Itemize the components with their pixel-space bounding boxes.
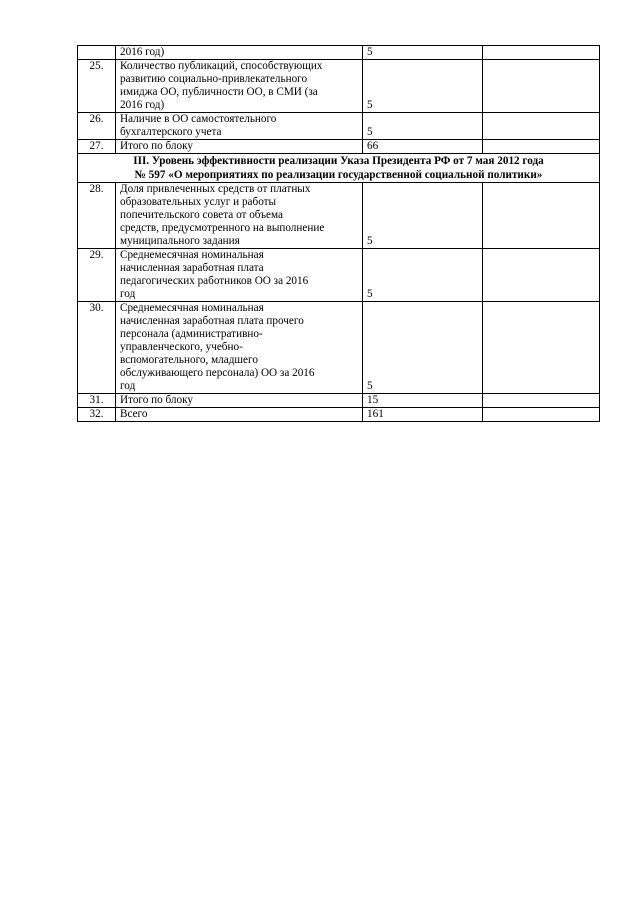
table-row [78, 394, 600, 408]
criterion-name: Среднемесячная номинальная начисленная заработная плата прочего персонала (административно- управленческого, учебно- вспомогательного, младшего обслуживающего персонала) ОО за 2016 год [116, 302, 363, 394]
empty-cell [483, 113, 600, 140]
criterion-points: 15 [363, 394, 483, 408]
table-row [78, 113, 600, 140]
row-number: 26. [78, 113, 116, 140]
section-header: III. Уровень эффективности реализации Указа Президента РФ от 7 мая 2012 года № 597 «О мероприятиях по реализации государственной социальной политики» [78, 154, 600, 183]
row-number: 25. [78, 60, 116, 113]
criterion-name: Итого по блоку [116, 140, 363, 154]
criterion-points: 5 [363, 60, 483, 113]
table-row [78, 408, 600, 422]
row-number: 32. [78, 408, 116, 422]
table-row [78, 46, 600, 60]
empty-cell [483, 60, 600, 113]
empty-cell [483, 394, 600, 408]
table-row [78, 60, 600, 113]
row-number: 28. [78, 183, 116, 249]
criterion-name: Количество публикаций, способствующих развитию социально-привлекательного имиджа ОО, публичности ОО, в СМИ (за 2016 год) [116, 60, 363, 113]
criterion-points: 5 [363, 302, 483, 394]
empty-cell [483, 46, 600, 60]
row-number: 27. [78, 140, 116, 154]
criterion-points: 66 [363, 140, 483, 154]
criterion-name: Итого по блоку [116, 394, 363, 408]
criterion-points: 5 [363, 113, 483, 140]
criterion-name: 2016 год) [116, 46, 363, 60]
empty-cell [483, 408, 600, 422]
criterion-name: Наличие в ОО самостоятельного бухгалтерского учета [116, 113, 363, 140]
row-number: 30. [78, 302, 116, 394]
row-number: 31. [78, 394, 116, 408]
criterion-points: 5 [363, 183, 483, 249]
empty-cell [483, 140, 600, 154]
empty-cell [483, 249, 600, 302]
criterion-points: 5 [363, 249, 483, 302]
table-row [78, 140, 600, 154]
row-number: 29. [78, 249, 116, 302]
table-row [78, 302, 600, 394]
table-row [78, 183, 600, 249]
criterion-name: Среднемесячная номинальная начисленная заработная плата педагогических работников ОО за 2016 год [116, 249, 363, 302]
row-number [78, 46, 116, 60]
table-row [78, 249, 600, 302]
criteria-table-body [78, 46, 600, 422]
criterion-points: 5 [363, 46, 483, 60]
criterion-points: 161 [363, 408, 483, 422]
criterion-name: Всего [116, 408, 363, 422]
criterion-name: Доля привлеченных средств от платных образовательных услуг и работы попечительского совета от объема средств, предусмотренного на выполнение муниципального задания [116, 183, 363, 249]
empty-cell [483, 302, 600, 394]
section-header-row [78, 154, 600, 183]
criteria-table [77, 45, 600, 422]
empty-cell [483, 183, 600, 249]
